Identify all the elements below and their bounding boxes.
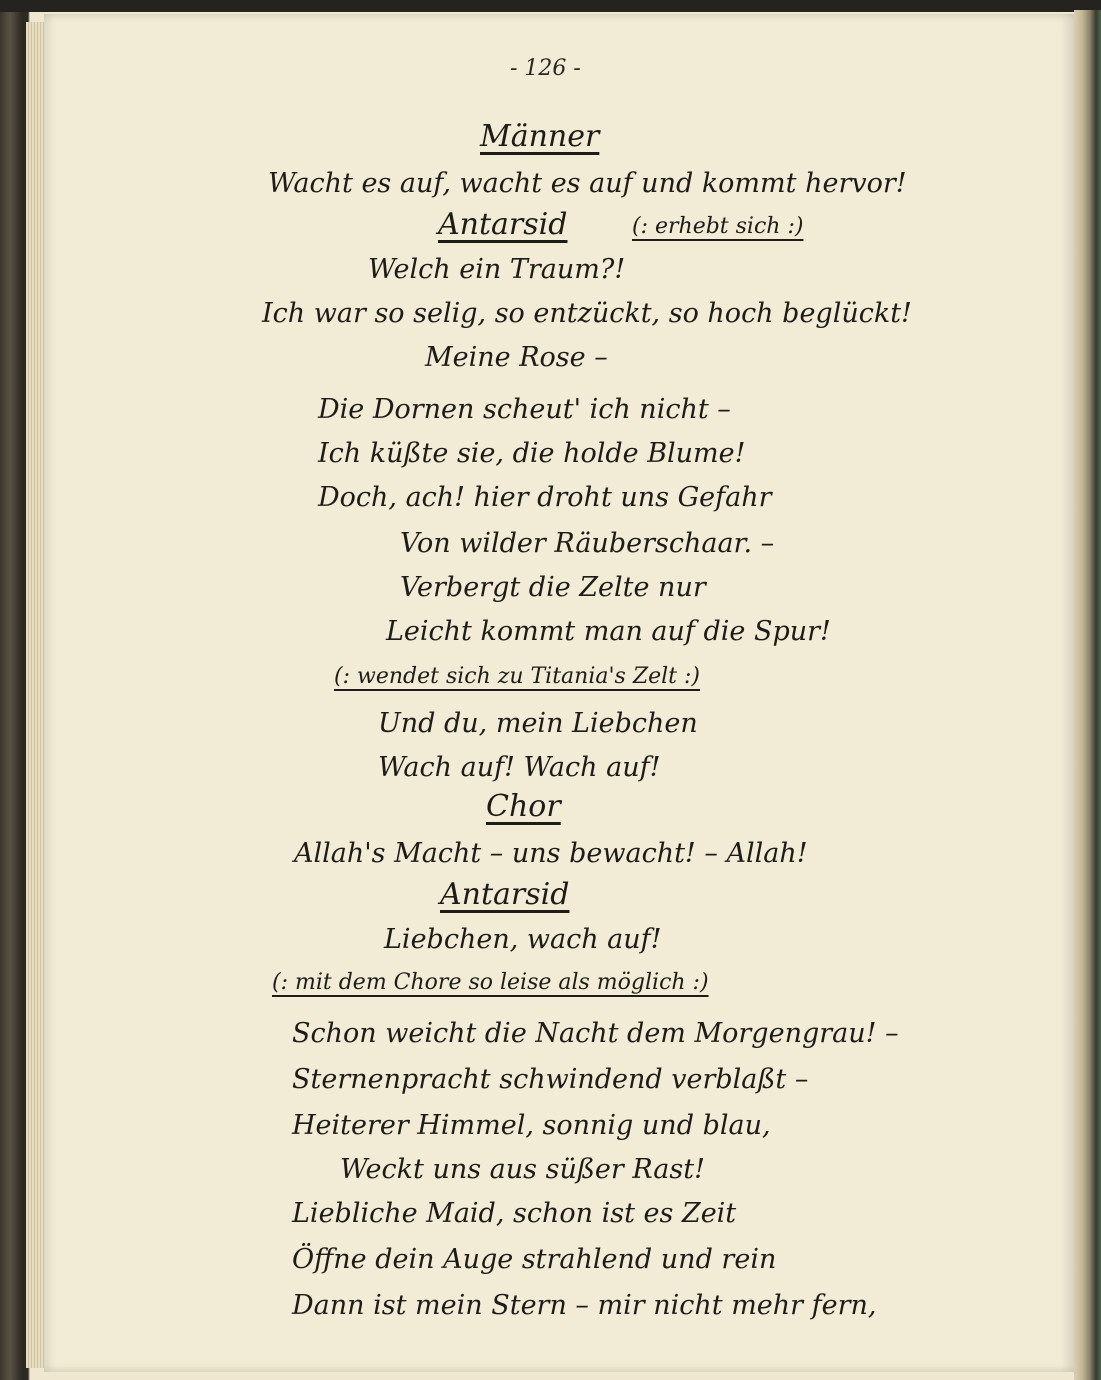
page-number: - 126 -	[510, 56, 581, 81]
book-right-edge	[1074, 10, 1101, 1380]
verse-line: Dann ist mein Stern – mir nicht mehr fern,	[292, 1290, 877, 1321]
verse-line: Meine Rose –	[425, 342, 608, 373]
verse-line: Von wilder Räuberschaar. –	[400, 528, 775, 559]
verse-line: Heiterer Himmel, sonnig und blau,	[292, 1110, 771, 1141]
verse-line: Wacht es auf, wacht es auf und kommt hervor!	[268, 168, 907, 199]
verse-line: Weckt uns aus süßer Rast!	[340, 1154, 705, 1185]
speaker-antarsid: Antarsid	[440, 877, 570, 912]
verse-line: Ich küßte sie, die holde Blume!	[318, 438, 746, 469]
stage-direction: (: mit dem Chore so leise als möglich :)	[272, 970, 709, 995]
verse-line: Und du, mein Liebchen	[378, 708, 698, 739]
verse-line: Verbergt die Zelte nur	[400, 572, 706, 603]
stage-direction: (: erhebt sich :)	[632, 214, 804, 239]
verse-line: Die Dornen scheut' ich nicht –	[318, 394, 731, 425]
stage-direction: (: wendet sich zu Titania's Zelt :)	[334, 664, 700, 689]
verse-line: Ich war so selig, so entzückt, so hoch beglückt!	[262, 298, 912, 329]
verse-line: Leicht kommt man auf die Spur!	[386, 616, 831, 647]
speaker-chor: Chor	[486, 789, 561, 824]
verse-line: Welch ein Traum?!	[368, 254, 626, 285]
verse-line: Liebliche Maid, schon ist es Zeit	[292, 1198, 737, 1229]
speaker-antarsid: Antarsid	[438, 207, 568, 242]
verse-line: Liebchen, wach auf!	[384, 924, 662, 955]
verse-line: Öffne dein Auge strahlend und rein	[292, 1244, 777, 1275]
top-dark-band	[0, 0, 1101, 12]
verse-line: Wach auf! Wach auf!	[378, 752, 661, 783]
speaker-maenner: Männer	[480, 119, 600, 154]
verse-line: Sternenpracht schwindend verblaßt –	[292, 1064, 809, 1095]
verse-line: Doch, ach! hier droht uns Gefahr	[318, 482, 772, 513]
verse-line: Schon weicht die Nacht dem Morgengrau! –	[292, 1018, 899, 1049]
verse-line: Allah's Macht – uns bewacht! – Allah!	[294, 838, 808, 869]
